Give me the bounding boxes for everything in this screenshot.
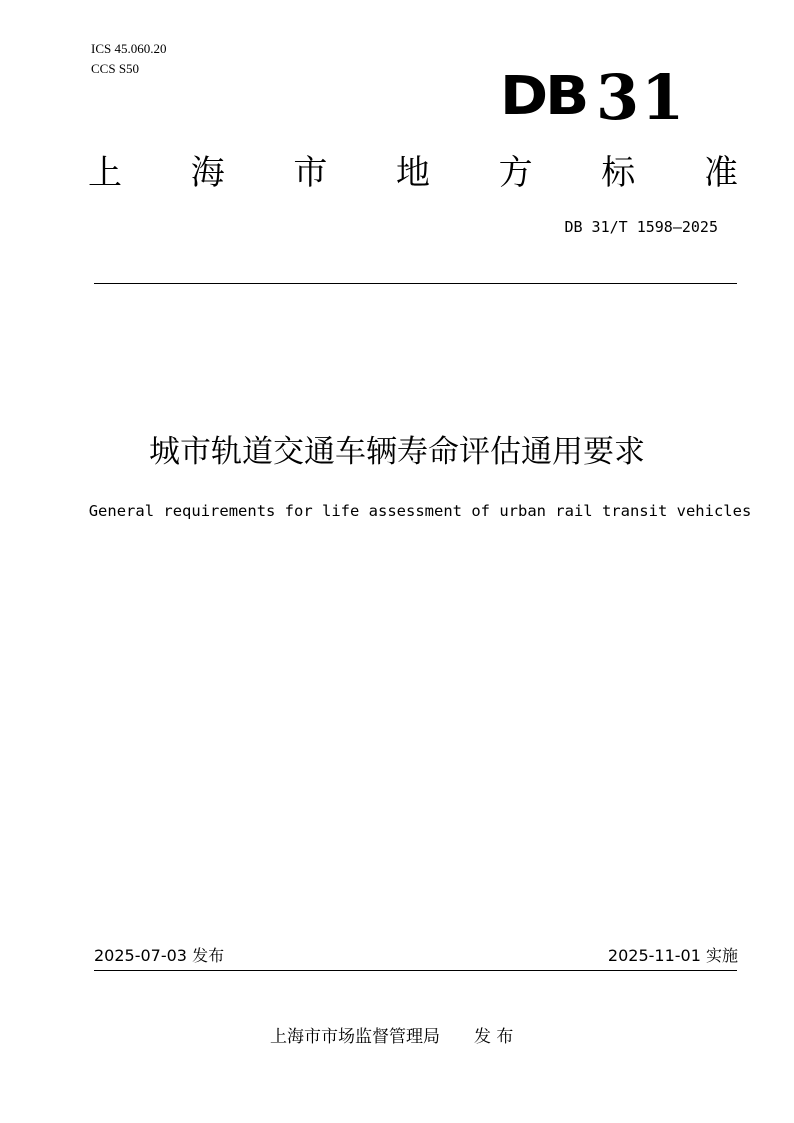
- org-title-char: 准: [703, 153, 738, 193]
- issuer-name: 上海市市场监督管理局: [270, 1027, 440, 1047]
- top-divider: [94, 283, 737, 284]
- implement-date: 2025-11-01 实施: [607, 946, 738, 965]
- issuer-line: [270, 1025, 513, 1049]
- title-english: General requirements for life assessment of urban rail transit vehicles: [88, 502, 752, 520]
- org-title-char: 地: [395, 153, 430, 193]
- standard-number: DB 31/T 1598—2025: [564, 218, 718, 236]
- ccs-code: CCS S50: [91, 61, 140, 76]
- issue-date: 2025-07-03 发布: [94, 946, 225, 965]
- logo-letters: DB: [500, 64, 587, 127]
- issue-word: 发 布: [474, 1027, 514, 1047]
- title-chinese: 城市轨道交通车辆寿命评估通用要求: [149, 434, 645, 470]
- classification-codes: [91, 39, 166, 79]
- org-title-char: 标: [601, 153, 636, 193]
- db31-logo: [500, 61, 687, 134]
- org-title-char: 方: [498, 153, 533, 193]
- org-title-char: 海: [190, 153, 225, 193]
- org-title-char: 上: [88, 153, 122, 193]
- org-title: [88, 150, 738, 196]
- bottom-divider: [94, 970, 737, 971]
- logo-number: 31: [596, 61, 687, 134]
- org-title-char: 市: [293, 153, 328, 193]
- ics-code: ICS 45.060.20: [91, 41, 167, 56]
